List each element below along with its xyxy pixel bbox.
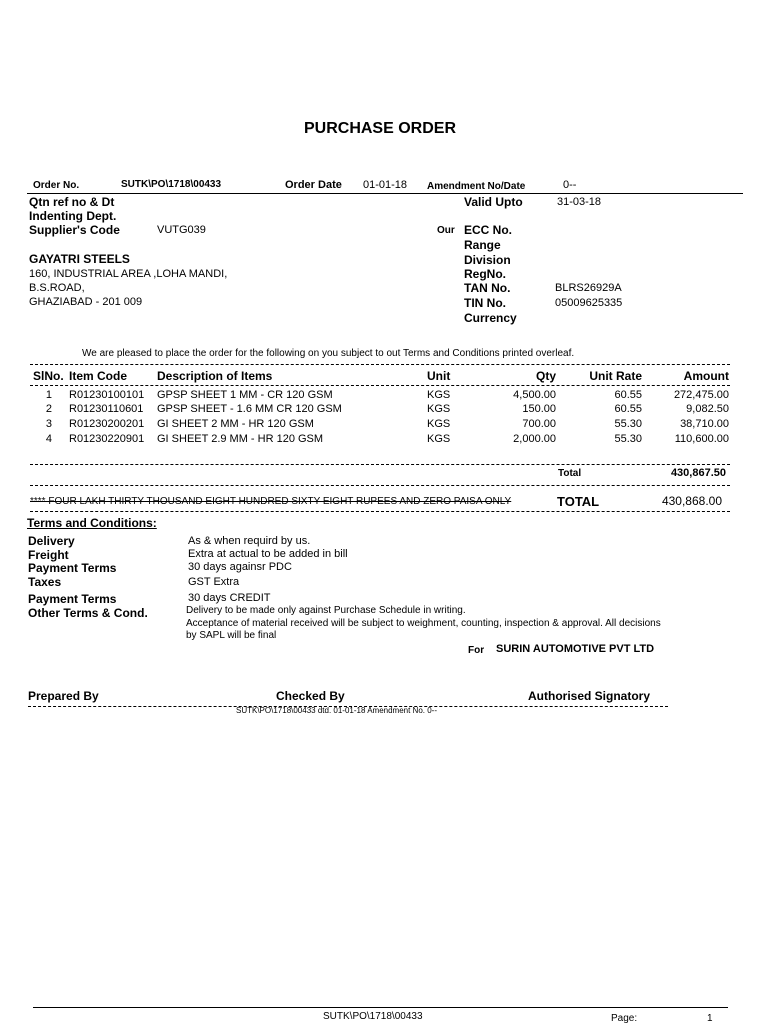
row-slno: 2: [45, 403, 52, 415]
row-amount: 110,600.00: [674, 433, 729, 445]
row-unit-rate: 60.55: [614, 389, 642, 401]
grand-total-label: TOTAL: [557, 494, 600, 509]
amendment-value: 0--: [563, 179, 577, 191]
col-header-item-code: Item Code: [69, 369, 128, 383]
row-unit: KGS: [427, 433, 451, 445]
indenting-dept-label: Indenting Dept.: [29, 209, 117, 223]
col-header-amount: Amount: [683, 369, 729, 383]
company-name: SURIN AUTOMOTIVE PVT LTD: [496, 643, 655, 655]
freight-value: Extra at actual to be added in bill: [188, 548, 348, 560]
row-item-code: R01230100101: [69, 389, 145, 401]
payment-terms-value: 30 days againsr PDC: [188, 561, 292, 573]
row-item-code: R01230110601: [69, 403, 144, 415]
row-item-code: R01230220901: [69, 433, 145, 445]
order-date-value: 01-01-18: [363, 179, 408, 191]
row-unit: KGS: [427, 418, 451, 430]
grand-total-rule: [30, 511, 730, 512]
tin-no-label: TIN No.: [464, 296, 506, 310]
row-qty: 4,500.00: [513, 389, 556, 401]
intro-text: We are pleased to place the order for the following on you subject to out Terms and Conditions printed overleaf.: [82, 348, 575, 359]
header-rule: [27, 193, 743, 194]
row-amount: 9,082.50: [686, 403, 729, 415]
reference-line: SUTK\PO\1718\00433 dtd. 01-01-18 Amendment No. 0--: [236, 706, 438, 715]
range-label: Range: [464, 238, 501, 252]
regno-label: RegNo.: [464, 267, 506, 281]
row-amount: 38,710.00: [680, 418, 729, 430]
division-label: Division: [464, 253, 511, 267]
col-header-slno: SlNo.: [33, 369, 64, 383]
valid-upto-value: 31-03-18: [557, 196, 602, 208]
freight-label: Freight: [28, 548, 69, 562]
row-item-code: R01230200201: [69, 418, 145, 430]
row-unit-rate: 55.30: [614, 418, 642, 430]
row-unit: KGS: [427, 403, 451, 415]
order-date-label: Order Date: [285, 179, 342, 191]
table-bottom-rule: [30, 464, 730, 465]
col-header-unit-rate: Unit Rate: [589, 369, 642, 383]
payment-terms-credit-label: Payment Terms: [28, 592, 117, 606]
row-slno: 1: [45, 389, 52, 401]
payment-terms-label: Payment Terms: [28, 561, 117, 575]
row-unit-rate: 60.55: [614, 403, 642, 415]
row-unit-rate: 55.30: [614, 433, 642, 445]
supplier-code-label: Supplier's Code: [29, 223, 120, 237]
valid-upto-label: Valid Upto: [464, 195, 523, 209]
total-value: 430,867.50: [670, 467, 726, 479]
row-unit: KGS: [427, 389, 451, 401]
order-no-label: Order No.: [33, 180, 80, 191]
page-title: PURCHASE ORDER: [303, 120, 456, 137]
row-qty: 150.00: [522, 403, 556, 415]
supplier-address-line3: GHAZIABAD - 201 009: [29, 296, 143, 308]
table-top-rule: [30, 364, 730, 365]
col-header-description: Description of Items: [157, 369, 273, 383]
taxes-value: GST Extra: [188, 576, 240, 588]
row-qty: 2,000.00: [513, 433, 556, 445]
other-terms-line3: by SAPL will be final: [186, 630, 277, 641]
table-header-rule: [30, 385, 730, 386]
row-description: GPSP SHEET - 1.6 MM CR 120 GSM: [157, 403, 342, 415]
tan-no-value: BLRS26929A: [555, 282, 622, 294]
footer-page-number: 1: [707, 1013, 713, 1024]
footer-rule: [33, 1007, 728, 1008]
ecc-no-label: ECC No.: [464, 223, 512, 237]
row-slno: 3: [45, 418, 52, 430]
for-label: For: [468, 645, 485, 656]
supplier-name: GAYATRI STEELS: [29, 252, 130, 266]
delivery-value: As & when requird by us.: [188, 535, 311, 547]
checked-by-label: Checked By: [276, 689, 345, 703]
other-terms-line1: Delivery to be made only against Purchase Schedule in writing.: [186, 605, 466, 616]
row-slno: 4: [45, 433, 52, 445]
other-terms-line2: Acceptance of material received will be subject to weighment, counting, inspection & approval. All decisions: [186, 618, 661, 629]
col-header-unit: Unit: [427, 369, 451, 383]
grand-total-value: 430,868.00: [661, 494, 722, 508]
terms-heading: Terms and Conditions:: [27, 516, 157, 530]
row-qty: 700.00: [522, 418, 556, 430]
footer-page-label: Page:: [611, 1013, 638, 1024]
qtn-ref-label: Qtn ref no & Dt: [29, 195, 115, 209]
row-description: GI SHEET 2 MM - HR 120 GSM: [157, 418, 314, 430]
total-label: Total: [558, 468, 582, 479]
order-no-value: SUTK\PO\1718\00433: [121, 179, 222, 190]
row-description: GI SHEET 2.9 MM - HR 120 GSM: [157, 433, 324, 445]
row-description: GPSP SHEET 1 MM - CR 120 GSM: [157, 389, 333, 401]
tin-no-value: 05009625335: [555, 297, 623, 309]
authorised-signatory-label: Authorised Signatory: [528, 689, 651, 703]
row-amount: 272,475.00: [673, 389, 729, 401]
currency-label: Currency: [464, 311, 517, 325]
taxes-label: Taxes: [28, 575, 62, 589]
col-header-qty: Qty: [535, 369, 556, 383]
prepared-by-label: Prepared By: [28, 689, 99, 703]
our-label: Our: [437, 225, 455, 236]
payment-terms-credit-value: 30 days CREDIT: [188, 592, 271, 604]
delivery-label: Delivery: [28, 534, 75, 548]
footer-doc-no: SUTK\PO\1718\00433: [323, 1011, 423, 1022]
supplier-address-line2: B.S.ROAD,: [29, 282, 85, 294]
supplier-address-line1: 160, INDUSTRIAL AREA ,LOHA MANDI,: [29, 268, 228, 280]
other-terms-label: Other Terms & Cond.: [28, 606, 148, 620]
amendment-label: Amendment No/Date: [427, 181, 526, 192]
amount-in-words: **** FOUR LAKH THIRTY THOUSAND EIGHT HUNDRED SIXTY EIGHT RUPEES AND ZERO PAISA ONLY: [30, 496, 512, 507]
supplier-code-value: VUTG039: [157, 224, 206, 236]
total-rule: [30, 485, 730, 486]
tan-no-label: TAN No.: [464, 281, 511, 295]
